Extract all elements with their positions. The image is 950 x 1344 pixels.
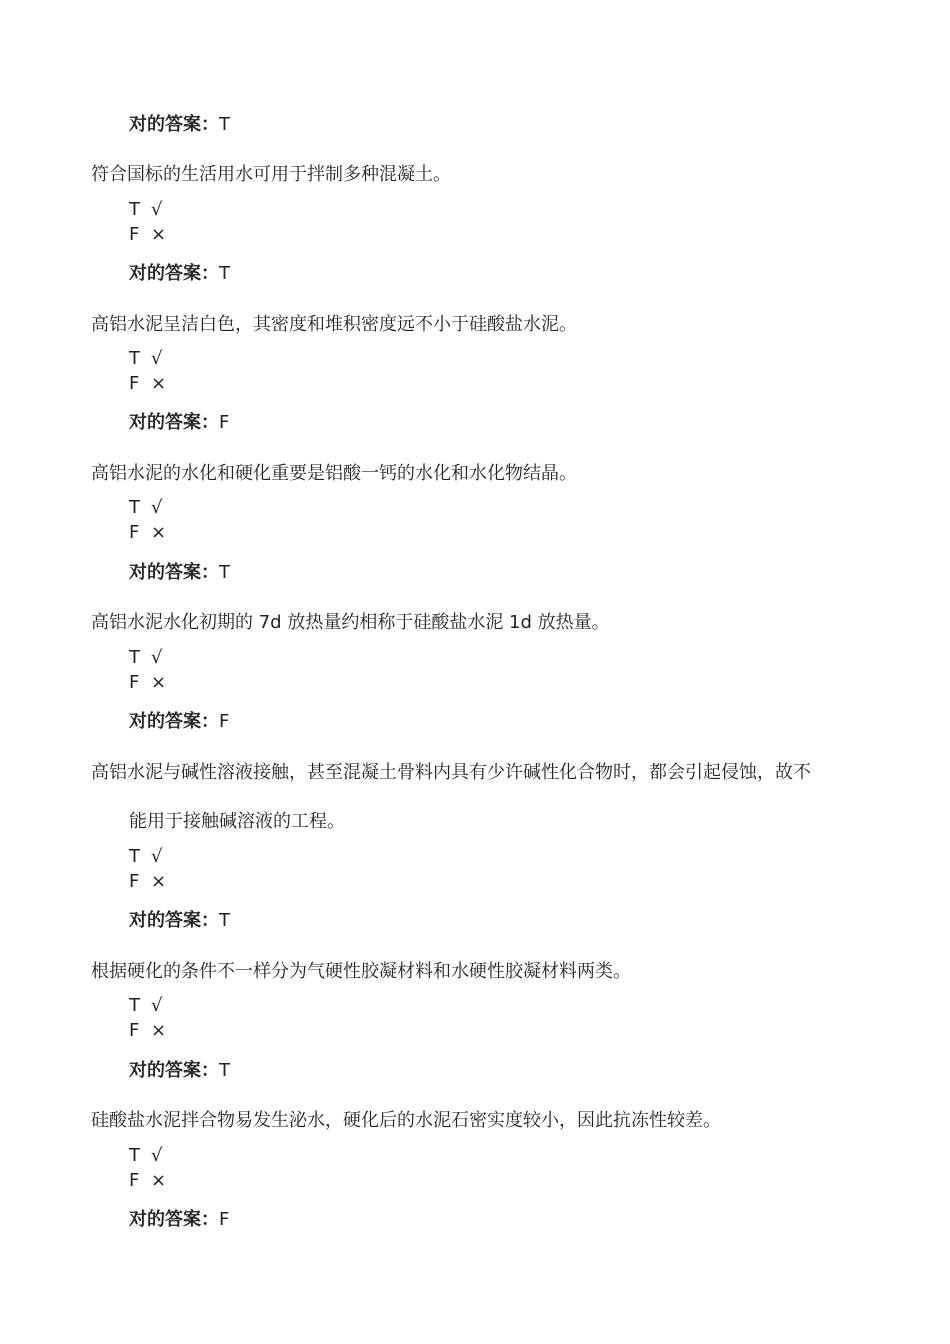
question-text: 符合国标的生活用水可用于拌制多种混凝土。 [91,164,451,185]
answer-label: 对的答案： [129,1209,219,1230]
cross-mark-icon: × [151,224,167,245]
answer-value: F [219,412,230,433]
option-key: F [129,224,140,245]
question-text: 高铝水泥水化初期的 7d 放热量约相称于硅酸盐水泥 1d 放热量。 [91,612,610,633]
option-true [129,845,162,869]
answer-line [129,709,229,735]
option-key: F [129,522,140,543]
check-mark-icon: √ [151,1145,163,1166]
cross-mark-icon: × [151,1170,167,1191]
answer-label: 对的答案： [129,114,219,135]
option-false [129,671,166,695]
cross-mark-icon: × [151,522,167,543]
cross-mark-icon: × [151,672,167,693]
cross-mark-icon: × [151,373,167,394]
answer-value: T [219,562,230,583]
check-mark-icon: √ [151,995,163,1016]
answer-value: F [219,711,230,732]
option-false [129,521,166,545]
option-key: T [129,348,140,369]
option-key: F [129,672,140,693]
answer-line [129,908,230,934]
check-mark-icon: √ [151,497,163,518]
option-false [129,1169,166,1193]
answer-line [129,261,230,287]
option-true [129,347,162,371]
check-mark-icon: √ [151,348,163,369]
option-false [129,223,166,247]
answer-line [129,560,230,586]
option-false [129,870,166,894]
question-text-continued: 能用于接触碱溶液的工程。 [129,811,345,832]
answer-value: F [219,1209,230,1230]
option-key: F [129,1020,140,1041]
option-key: T [129,647,140,668]
answer-value: T [219,1060,230,1081]
option-true [129,198,162,222]
option-true [129,1144,162,1168]
option-key: T [129,995,140,1016]
answer-value: T [219,263,230,284]
question-text: 硅酸盐水泥拌合物易发生泌水，硬化后的水泥石密实度较小，因此抗冻性较差。 [91,1110,721,1131]
option-key: F [129,871,140,892]
question-text: 高铝水泥呈洁白色，其密度和堆积密度远不小于硅酸盐水泥。 [91,314,577,335]
check-mark-icon: √ [151,846,163,867]
option-key: F [129,1170,140,1191]
answer-label: 对的答案： [129,1060,219,1081]
answer-value: T [219,114,230,135]
option-key: F [129,373,140,394]
answer-line-top [129,112,230,138]
question-text: 根据硬化的条件不一样分为气硬性胶凝材料和水硬性胶凝材料两类。 [91,961,631,982]
answer-line [129,410,229,436]
option-key: T [129,1145,140,1166]
option-true [129,646,162,670]
check-mark-icon: √ [151,199,163,220]
option-key: T [129,199,140,220]
check-mark-icon: √ [151,647,163,668]
answer-line [129,1207,229,1233]
answer-label: 对的答案： [129,711,219,732]
answer-label: 对的答案： [129,412,219,433]
answer-value: T [219,910,230,931]
answer-label: 对的答案： [129,562,219,583]
question-text: 高铝水泥的水化和硬化重要是铝酸一钙的水化和水化物结晶。 [91,463,577,484]
answer-label: 对的答案： [129,263,219,284]
option-key: T [129,846,140,867]
option-true [129,994,162,1018]
option-false [129,372,166,396]
answer-line [129,1058,230,1084]
option-true [129,496,162,520]
cross-mark-icon: × [151,871,167,892]
option-false [129,1019,166,1043]
cross-mark-icon: × [151,1020,167,1041]
question-text: 高铝水泥与碱性溶液接触，甚至混凝土骨料内具有少许碱性化合物时，都会引起侵蚀，故不 [91,762,811,783]
answer-label: 对的答案： [129,910,219,931]
option-key: T [129,497,140,518]
